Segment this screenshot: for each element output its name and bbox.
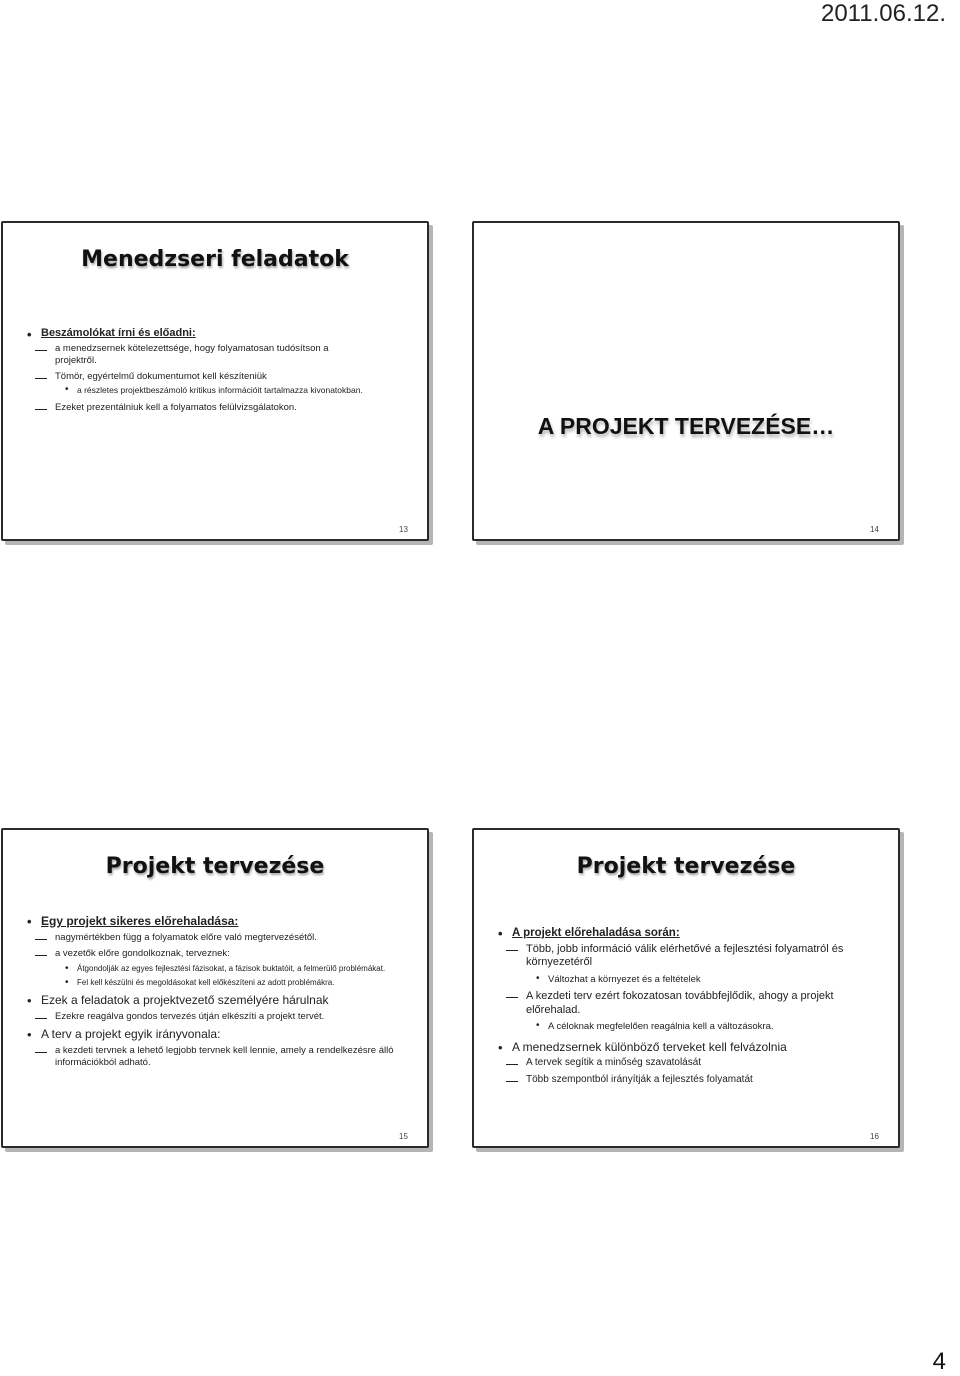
bullet-item: Tömör, egyértelmű dokumentumot kell készíteniük: [25, 371, 365, 383]
slide-title: Projekt tervezése: [105, 854, 325, 879]
bullet-item: a menedzsernek kötelezettsége, hogy folyamatosan tudósítson a projektről.: [25, 343, 365, 366]
slide-number: 16: [870, 1132, 879, 1141]
slide-body: [25, 914, 405, 1068]
slide-number: 15: [399, 1132, 408, 1141]
slide-body: [496, 926, 886, 1086]
bullet-item: Több, jobb információ válik elérhetővé a fejlesztési folyamatról és környezetéről: [496, 943, 886, 970]
slide-15: [1, 828, 429, 1148]
bullet-item: Ezekre reagálva gondos tervezés útján elkészíti a projekt tervét.: [25, 1011, 405, 1023]
bullet-item: a kezdeti tervnek a lehető legjobb tervnek kell lennie, amely a rendelkezésre álló információkból adható.: [25, 1045, 405, 1068]
bullet-item: a vezetők előre gondolkoznak, terveznek:: [25, 948, 405, 960]
bullet-item: • A menedzsernek különböző terveket kell felvázolnia: [496, 1040, 886, 1055]
bullet-item: • A terv a projekt egyik irányvonala:: [25, 1027, 405, 1042]
header-date: 2011.06.12.: [820, 0, 946, 27]
bullet-item: • A céloknak megfelelően reagálnia kell a változásokra.: [496, 1021, 886, 1033]
slide-number: 13: [399, 525, 408, 534]
slide-number: 14: [870, 525, 879, 534]
bullet-item: • Beszámolókat írni és előadni:: [25, 327, 365, 340]
bullet-item: • a részletes projektbeszámoló kritikus információit tartalmazza kivonatokban.: [25, 385, 365, 395]
slide-title: A PROJEKT TERVEZÉSE…: [537, 413, 835, 439]
bullet-item: • Egy projekt sikeres előrehaladása:: [25, 914, 405, 929]
bullet-item: Ezeket prezentálniuk kell a folyamatos felülvizsgálatokon.: [25, 402, 365, 414]
bullet-item: A kezdeti terv ezért fokozatosan továbbfejlődik, ahogy a projekt előrehalad.: [496, 990, 886, 1017]
slide-14: [472, 221, 900, 541]
slide-title: Menedzseri feladatok: [81, 247, 349, 272]
page-number: 4: [932, 1348, 946, 1375]
bullet-item: • Fel kell készülni és megoldásokat kell előkészíteni az adott problémákra.: [25, 978, 405, 988]
bullet-item: Több szempontból irányítják a fejlesztés folyamatát: [496, 1074, 886, 1086]
slide-body: [25, 327, 365, 413]
slide-title: Projekt tervezése: [576, 854, 796, 879]
bullet-item: • Változhat a környezet és a feltételek: [496, 974, 886, 986]
bullet-item: • A projekt előrehaladása során:: [496, 926, 886, 940]
bullet-item: • Átgondolják az egyes fejlesztési fázisokat, a fázisok buktatóit, a felmerülő problémákat.: [25, 964, 405, 974]
bullet-item: • Ezek a feladatok a projektvezető személyére hárulnak: [25, 993, 405, 1008]
bullet-item: nagymértékben függ a folyamatok előre való megtervezésétől.: [25, 932, 405, 944]
slide-13: [1, 221, 429, 541]
slide-16: [472, 828, 900, 1148]
bullet-item: A tervek segítik a minőség szavatolását: [496, 1057, 886, 1069]
